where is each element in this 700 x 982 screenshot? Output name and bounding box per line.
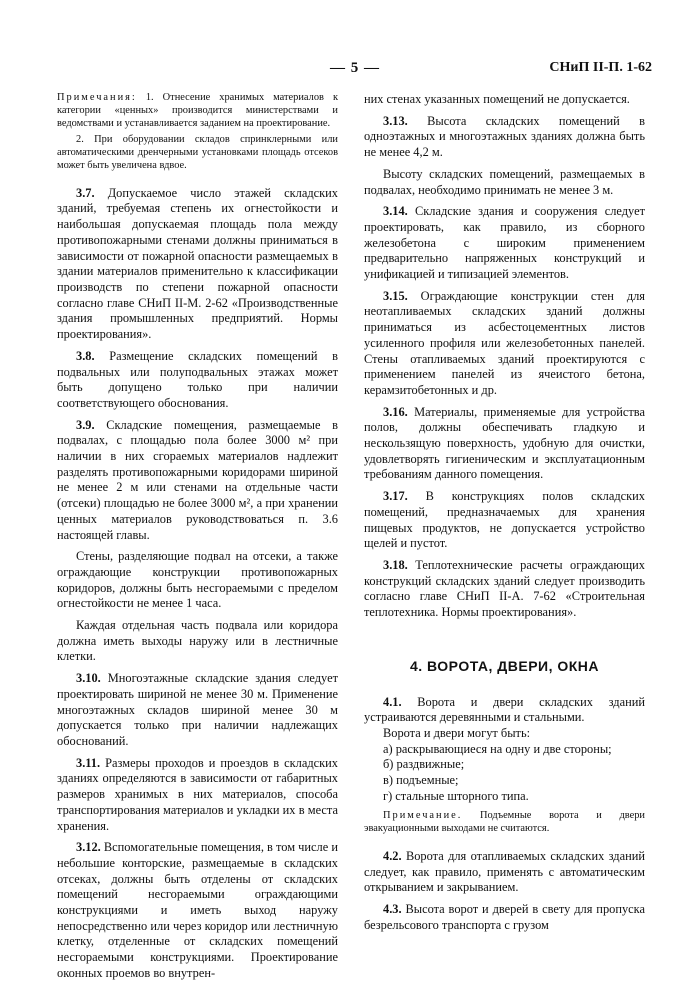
clause-number: 3.9.: [76, 417, 95, 432]
clause-3-8: [57, 349, 338, 412]
clause-text: Допускаемое число этажей складских зданий, требуемая степень их огнестойкости и наибольшая допускаемая площадь пола между противопожарными стенами должны приниматься в зависимости от пожарной опасности размещаемых в здании материалов применительно к классификации производств по степени пожарной опасности согласно главе СНиП II-М. 2-62 «Производственные здания промышленных предприятий. Нормы проектирования».: [57, 185, 338, 342]
clause-4-1: [364, 695, 645, 726]
paragraph-continuation: них стенах указанных помещений не допускается.: [364, 92, 630, 106]
clause-number: 3.18.: [383, 557, 408, 572]
clause-3-15: [364, 289, 645, 399]
list-item: в) подъемные;: [383, 773, 459, 788]
note-paragraph: [364, 810, 645, 836]
clause-number: 3.7.: [76, 185, 95, 200]
note-paragraph: [57, 92, 338, 130]
list-item: б) раздвижные;: [383, 757, 465, 772]
clause-3-7: [57, 186, 338, 343]
clause-3-17: [364, 489, 645, 552]
note-paragraph: 2. При оборудовании складов спринклерными или автоматическими дренчерными установками площадь отсеков может быть увеличена вдвое.: [57, 134, 338, 171]
note-label: Примечания:: [57, 92, 137, 103]
clause-3-12: [57, 840, 338, 981]
clause-text: Ворота и двери складских зданий устраиваются деревянными и стальными.: [364, 694, 645, 725]
clause-number: 3.16.: [383, 404, 408, 419]
note-text: Подъемные ворота и двери эвакуационными выходами не считаются.: [364, 810, 645, 835]
clause-number: 3.15.: [383, 288, 408, 303]
door-types-list: [364, 726, 645, 805]
clause-3-9: [57, 418, 338, 544]
list-item: г) стальные шторного типа.: [383, 788, 529, 803]
list-item: а) раскрывающиеся на одну и две стороны;: [383, 741, 612, 756]
clause-3-10: [57, 671, 338, 750]
clause-text: Складские здания и сооружения следует проектировать, как правило, из сборного железобетона с широким применением предварительно напряженных конструкций и унификацией и типизацией элементов.: [364, 204, 645, 282]
clause-text: Ворота для отапливаемых складских зданий следует, как правило, применять с автоматическим открыванием и закрыванием.: [364, 849, 645, 895]
clause-number: 4.1.: [383, 694, 402, 709]
clause-number: 3.14.: [383, 204, 408, 219]
clause-number: 4.2.: [383, 849, 402, 864]
clause-text: Складские помещения, размещаемые в подвалах, с площадью пола более 3000 м² при наличии в них сгораемых материалов надлежит разделять противопожарными коридорами шириной не менее 2 м или стенами на отдельные части (отсеки) площадью не более 3000 м², а при хранении ценных материалов руководствоваться п. 3.6 настоящей главы.: [57, 417, 338, 542]
clause-text: Теплотехнические расчеты ограждающих конструкций складских зданий следует производить согласно главе СНиП II-А. 7-62 «Строительная теплотехника. Нормы проектирования».: [364, 557, 645, 620]
paragraph: Стены, разделяющие подвал на отсеки, а также ограждающие конструкции противопожарных коридоров, должны быть несгораемыми с пределом огнестойкости не менее 1 часа.: [57, 549, 338, 611]
clause-3-13: [364, 114, 645, 161]
clause-text: Многоэтажные складские здания следует проектировать шириной не менее 30 м. Применение многоэтажных складов шириной менее 30 м допускается только при наличии надлежащих обоснований.: [57, 671, 338, 748]
note-text: 1. Отнесение хранимых материалов к категории «ценных» производится министерствами и ведомствами и устанавливается заданием на проектирование.: [57, 92, 338, 129]
clause-number: 3.8.: [76, 348, 95, 363]
clause-3-16: [364, 405, 645, 484]
section-heading: 4. ВОРОТА, ДВЕРИ, ОКНА: [409, 657, 600, 674]
right-column: [364, 92, 645, 934]
clause-number: 3.12.: [76, 840, 101, 855]
left-column: [57, 92, 338, 982]
clause-text: Высота складских помещений в одноэтажных и многоэтажных зданиях должна быть не менее 4,2 м.: [364, 113, 645, 160]
clause-number: 3.17.: [383, 489, 408, 504]
clause-text: В конструкциях полов складских помещений, предназначаемых для хранения пищевых продуктов, не допускается устройство щелей и пустот.: [364, 489, 645, 551]
paragraph: Высоту складских помещений, размещаемых в подвалах, необходимо принимать не менее 3 м.: [364, 166, 645, 197]
document-code: СНиП II-П. 1-62: [549, 60, 652, 75]
clause-text: Ограждающие конструкции стен для неотапливаемых складских зданий должны приниматься из асбестоцементных листов усиленного профиля или железобетонных панелей. Стены отапливаемых зданий проектируются с применением панелей из ячеистого бетона, керамзитобетонных и др.: [364, 288, 645, 397]
clause-number: 3.13.: [383, 113, 408, 128]
note-label: Примечание.: [383, 810, 463, 822]
clause-text: Размеры проходов и проездов в складских зданиях определяются в зависимости от габаритных размеров хранимых в них материалов, способа транспортирования материалов и укладки их в места хранения.: [57, 755, 338, 833]
clause-number: 3.10.: [76, 671, 101, 686]
clause-text: Высота ворот и дверей в свету для пропуска безрельсового транспорта с грузом: [364, 902, 645, 932]
clause-4-3: [364, 902, 645, 933]
clause-text: Размещение складских помещений в подвальных или полуподвальных этажах может быть допущено только при наличии соответствующего обоснования.: [57, 348, 338, 410]
clause-number: 4.3.: [383, 902, 402, 917]
paragraph: Каждая отдельная часть подвала или коридора должна иметь выходы наружу или в лестничные клетки.: [57, 618, 338, 664]
clause-text: Вспомогательные помещения, в том числе и небольшие конторские, размещаемые в складских отсеках, должны быть отделены от складских помещений несгораемыми ограждающими конструкциями и иметь выход наружу непосредственно или через коридор или лестничную клетку, отделенные от складских помещений несгораемыми конструкциями. Проектирование оконных проемов во внутрен-: [57, 840, 338, 980]
list-intro: Ворота и двери могут быть:: [383, 725, 531, 740]
clause-3-14: [364, 204, 645, 283]
page-number: — 5 —: [330, 60, 380, 76]
clause-4-2: [364, 849, 645, 896]
clause-3-18: [364, 558, 645, 621]
clause-text: Материалы, применяемые для устройства полов, должны обеспечивать гладкую и нескользящую поверхность, удобную для очистки, удовлетворять гигиеническим и эксплуатационным требованиям данного помещения.: [364, 404, 645, 482]
clause-number: 3.11.: [76, 755, 101, 770]
clause-3-11: [57, 756, 338, 835]
